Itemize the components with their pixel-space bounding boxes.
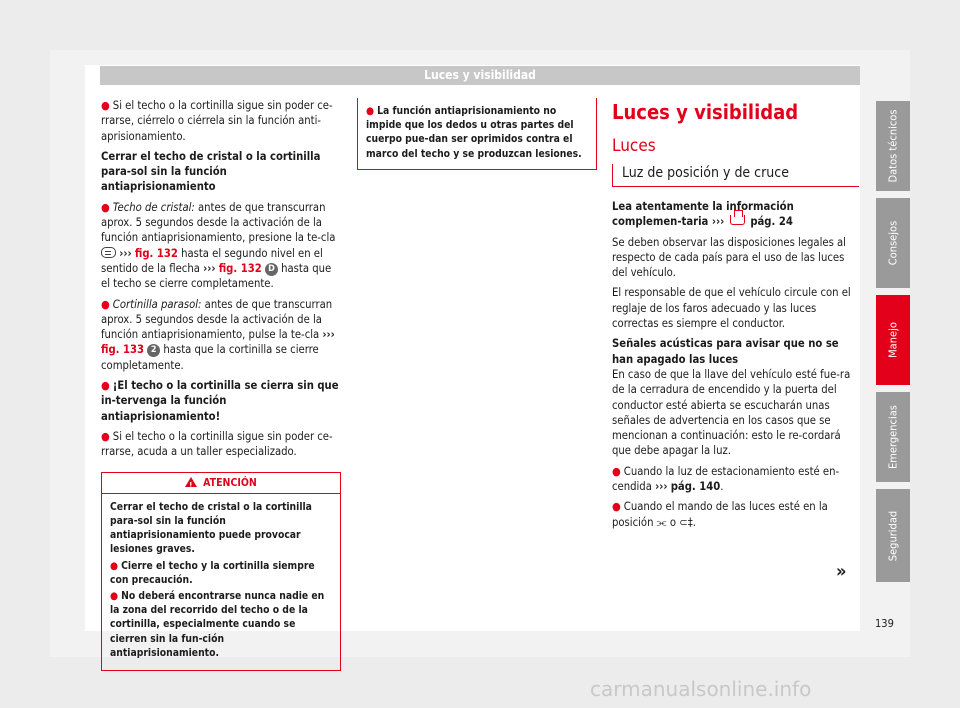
warning-item: ● No deberá encontrarse nunca nadie en la zona del recorrido del techo o de la cortinilla, especialmente cuando se cierren sin la fun-ción antiaprisionamiento. bbox=[110, 590, 325, 659]
paragraph: Lea atentamente la información complemen-taria ››› pág. 24 bbox=[612, 200, 794, 229]
page-header: Luces y visibilidad bbox=[100, 66, 860, 85]
tab-datos-tecnicos[interactable]: Datos técnicos bbox=[876, 101, 910, 191]
tab-emergencias[interactable]: Emergencias bbox=[876, 392, 910, 482]
bullet-item: ● Cortinilla parasol: antes de que transcurran aprox. 5 segundos desde la activación de la función antiaprisionamiento, pulse la te-cla ››› fig. 133 2 hasta que la cortinilla se cierre completamente. bbox=[101, 297, 335, 372]
paragraph: Se deben observar las disposiciones legales al respecto de cada país para el uso de las luces del vehículo. bbox=[612, 235, 846, 280]
bullet-item: ● Cuando el mando de las luces esté en la posición ⫘ o ⊂‡. bbox=[612, 500, 828, 529]
page-link[interactable]: pág. 24 bbox=[750, 215, 793, 229]
callout-badge: D bbox=[265, 263, 278, 276]
paragraph: ● Si el techo o la cortinilla sigue sin poder ce-rrarse, ciérrelo o ciérrela sin la función anti-aprisionamiento. bbox=[101, 99, 333, 143]
warning-item: ● La función antiaprisionamiento no impide que los dedos u otras partes del cuerpo pue-dan ser oprimidos contra el marco del techo y se produzcan lesiones. bbox=[366, 105, 582, 160]
book-icon bbox=[730, 215, 745, 225]
page-number: 139 bbox=[875, 617, 894, 630]
key-icon bbox=[101, 247, 116, 258]
bullet-item: ● Cuando la luz de estacionamiento esté en-cendida ››› pág. 140. bbox=[612, 464, 840, 494]
section-heading: Cerrar el techo de cristal o la cortinilla para-sol sin la función antiaprisionamiento bbox=[101, 149, 321, 194]
fig-link[interactable]: fig. 132 bbox=[218, 261, 262, 275]
continue-marker: » bbox=[836, 561, 847, 582]
tab-manejo[interactable]: Manejo bbox=[876, 295, 910, 385]
section-heading: Señales acústicas para avisar que no se han apagado las luces bbox=[612, 337, 839, 366]
warning-triangle-icon bbox=[185, 477, 197, 487]
bullet-item: ● ¡El techo o la cortinilla se cierra sin que in-tervenga la función antiaprisionamiento! bbox=[101, 379, 339, 423]
fig-link[interactable]: fig. 133 bbox=[101, 343, 145, 357]
warning-body bbox=[102, 494, 340, 670]
bullet-item: ● Si el techo o la cortinilla sigue sin poder ce-rrarse, acuda a un taller especializado. bbox=[101, 429, 333, 459]
warning-continuation bbox=[357, 98, 597, 170]
page-link[interactable]: pág. 140 bbox=[670, 480, 721, 494]
fig-link[interactable]: fig. 132 bbox=[134, 246, 178, 260]
watermark: carmanualsonline.info bbox=[590, 677, 812, 701]
subsection-title: Luz de posición y de cruce bbox=[612, 164, 859, 187]
warning-box bbox=[101, 472, 341, 672]
callout-badge: 2 bbox=[147, 344, 160, 357]
paragraph: El responsable de que el vehículo circule con el reglaje de los faros adecuado y las luces correctas es siempre el conductor. bbox=[612, 286, 851, 331]
section-title: Luces bbox=[612, 136, 656, 156]
bullet-item: ● Techo de cristal: antes de que transcurran aprox. 5 segundos desde la activación de la función antiaprisionamiento, presione la te-cla ››› fig. 132 hasta el segundo nivel en el sentido de la flecha ››› fig. 132 D hasta que el techo se cierre completamente. bbox=[101, 200, 336, 291]
tab-seguridad[interactable]: Seguridad bbox=[876, 489, 910, 582]
warning-item: ● Cierre el techo y la cortinilla siempre con precaución. bbox=[110, 559, 315, 586]
paragraph: En caso de que la llave del vehículo esté fue-ra de la cerradura de encendido y la puerta del conductor esté abierta se escucharán unas señales de advertencia en los casos que se mencionan a continuación: esto le re-cordará que debe apagar la luz. bbox=[612, 367, 851, 458]
tab-consejos[interactable]: Consejos bbox=[876, 198, 910, 288]
column-3 bbox=[612, 96, 860, 535]
column-2 bbox=[357, 98, 597, 170]
chapter-title: Luces y visibilidad bbox=[612, 100, 799, 124]
warning-intro: Cerrar el techo de cristal o la cortinilla para-sol sin la función antiaprisionamiento puede provocar lesiones graves. bbox=[110, 500, 312, 556]
warning-header: !ATENCIÓN bbox=[102, 473, 340, 494]
column-1 bbox=[101, 98, 341, 671]
